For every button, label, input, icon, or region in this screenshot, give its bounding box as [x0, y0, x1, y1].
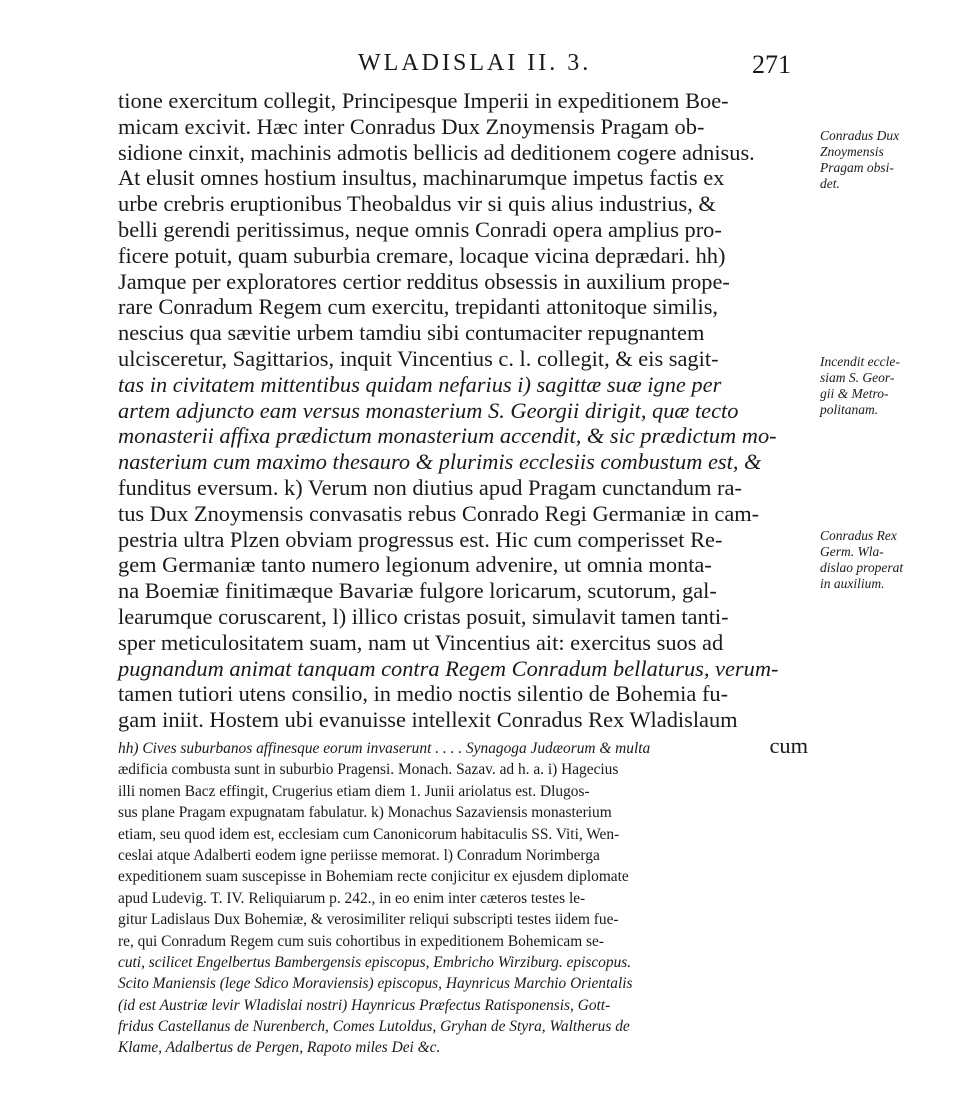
margin-note [820, 354, 940, 418]
footnote-line: etiam, seu quod idem est, ecclesiam cum Canonicorum habitaculis SS. Viti, Wen- [118, 825, 620, 843]
text-line: na Boemiæ finitimæque Bavariæ fulgore loricarum, scutorum, gal- [118, 578, 717, 604]
footnote-line: sus plane Pragam expugnatam fabulatur. k) Monachus Sazaviensis monasterium [118, 804, 612, 822]
text-line: rare Conradum Regem cum exercitu, trepidanti attonitoque similis, [118, 294, 719, 320]
margin-note-line: det. [820, 176, 840, 191]
text-line: artem adjuncto eam versus monasterium S. Georgii dirigit, quæ tecto [118, 397, 739, 423]
footnote-line: ædificia combusta sunt in suburbio Pragensi. Monach. Sazav. ad h. a. i) Hagecius [118, 761, 619, 779]
page-header [0, 50, 960, 90]
margin-note-line: politanam. [820, 402, 879, 417]
text-line: pugnandum animat tanquam contra Regem Conradum bellaturus, verum- [118, 655, 779, 681]
footnote-line: expeditionem suam suscepisse in Bohemiam recte conjicitur ex ejusdem diplomate [118, 868, 629, 886]
text-line: gam iniit. Hostem ubi evanuisse intellexit Conradus Rex Wladislaum [118, 707, 738, 733]
margin-note [820, 528, 940, 592]
text-line: micam excivit. Hæc inter Conradus Dux Znoymensis Pragam ob- [118, 113, 705, 139]
text-line: sidione cinxit, machinis admotis bellicis ad deditionem cogere adnisus. [118, 139, 755, 165]
footnote-line: re, qui Conradum Regem cum suis cohortibus in expeditionem Bohemicam se- [118, 932, 604, 950]
margin-note-line: Incendit eccle- [820, 354, 900, 369]
footnotes [118, 738, 808, 1059]
footnote-line: Scito Maniensis (lege Sdico Moraviensis) episcopus, Haynricus Marchio Orientalis [118, 975, 633, 993]
catchword: cum [769, 732, 808, 758]
text-line: tamen tutiori utens consilio, in medio noctis silentio de Bohemia fu- [118, 681, 729, 707]
margin-note-line: Pragam obsi- [820, 160, 894, 175]
text-line: pestria ultra Plzen obviam progressus est. Hic cum comperisset Re- [118, 526, 723, 552]
footnote-line: apud Ludevig. T. IV. Reliquiarum p. 242., in eo enim inter cæteros testes le- [118, 889, 586, 907]
margin-note-line: Conradus Rex [820, 528, 897, 543]
margin-note-line: in auxilium. [820, 576, 885, 591]
text-line: Jamque per exploratores certior redditus obsessis in auxilium prope- [118, 268, 730, 294]
text-line: sper meticulositatem suam, nam ut Vincentius ait: exercitus suos ad [118, 629, 724, 655]
running-title: WLADISLAI II. 3. [358, 50, 592, 76]
text-line: monasterii affixa prædictum monasterium accendit, & sic prædictum mo- [118, 423, 777, 449]
footnote-line: ceslai atque Adalberti eodem igne periisse memorat. l) Conradum Norimberga [118, 846, 600, 864]
text-line: urbe crebris eruptionibus Theobaldus vir si quis alius industrius, & [118, 191, 716, 217]
footnote-line: Klame, Adalbertus de Pergen, Rapoto miles Dei &c. [118, 1039, 441, 1057]
text-line: learumque coruscarent, l) illico cristas posuit, simulavit tamen tanti- [118, 603, 729, 629]
text-line: gem Germaniæ tanto numero legionum advenire, ut omnia monta- [118, 552, 712, 578]
text-line: tione exercitum collegit, Principesque Imperii in expeditionem Boe- [118, 88, 729, 113]
footnote-line: hh) Cives suburbanos affinesque eorum invaserunt . . . . Synagoga Judæorum & multa [118, 740, 651, 757]
footnote-line: (id est Austriæ levir Wladislai nostri) Haynricus Præfectus Ratisponensis, Gott- [118, 996, 611, 1014]
text-line: belli gerendi peritissimus, neque omnis Conradi opera amplius pro- [118, 216, 722, 242]
text-line: nescius qua sævitie urbem tamdiu sibi contumaciter repugnantem [118, 320, 705, 346]
text-line: tus Dux Znoymensis convasatis rebus Conrado Regi Germaniæ in cam- [118, 500, 760, 526]
text-line: ulcisceretur, Sagittarios, inquit Vincentius c. l. collegit, & eis sagit- [118, 345, 719, 371]
main-text [118, 88, 808, 759]
margin-note-line: Znoymensis [820, 144, 884, 159]
margin-note-line: dislao properat [820, 560, 904, 575]
footnote-line: cuti, scilicet Engelbertus Bambergensis episcopus, Embricho Wirziburg. episcopus. [118, 953, 632, 971]
text-line: funditus eversum. k) Verum non diutius apud Pragam cunctandum ra- [118, 474, 742, 500]
footnote-line: fridus Castellanus de Nurenberch, Comes Lutoldus, Gryhan de Styra, Waltherus de [118, 1018, 630, 1036]
margin-note-line: Conradus Dux [820, 128, 900, 143]
margin-note-line: Germ. Wla- [820, 544, 884, 559]
text-line: tas in civitatem mittentibus quidam nefarius i) sagittæ suæ igne per [118, 371, 722, 397]
margin-note-line: siam S. Geor- [820, 370, 895, 385]
text-line: nasterium cum maximo thesauro & plurimis ecclesiis combustum est, & [118, 449, 762, 475]
margin-note [820, 128, 940, 192]
text-line: At elusit omnes hostium insultus, machinarumque impetus factis ex [118, 165, 725, 191]
margin-note-line: gii & Metro- [820, 386, 889, 401]
footnote-line: illi nomen Bacz effingit, Crugerius etiam diem 1. Junii ariolatus est. Dlugos- [118, 782, 590, 800]
text-line: ficere potuit, quam suburbia cremare, locaque vicina deprædari. hh) [118, 242, 726, 268]
footnote-line: gitur Ladislaus Dux Bohemiæ, & verosimiliter reliqui subscripti testes iidem fue- [118, 911, 619, 929]
page-number: 271 [752, 50, 791, 79]
